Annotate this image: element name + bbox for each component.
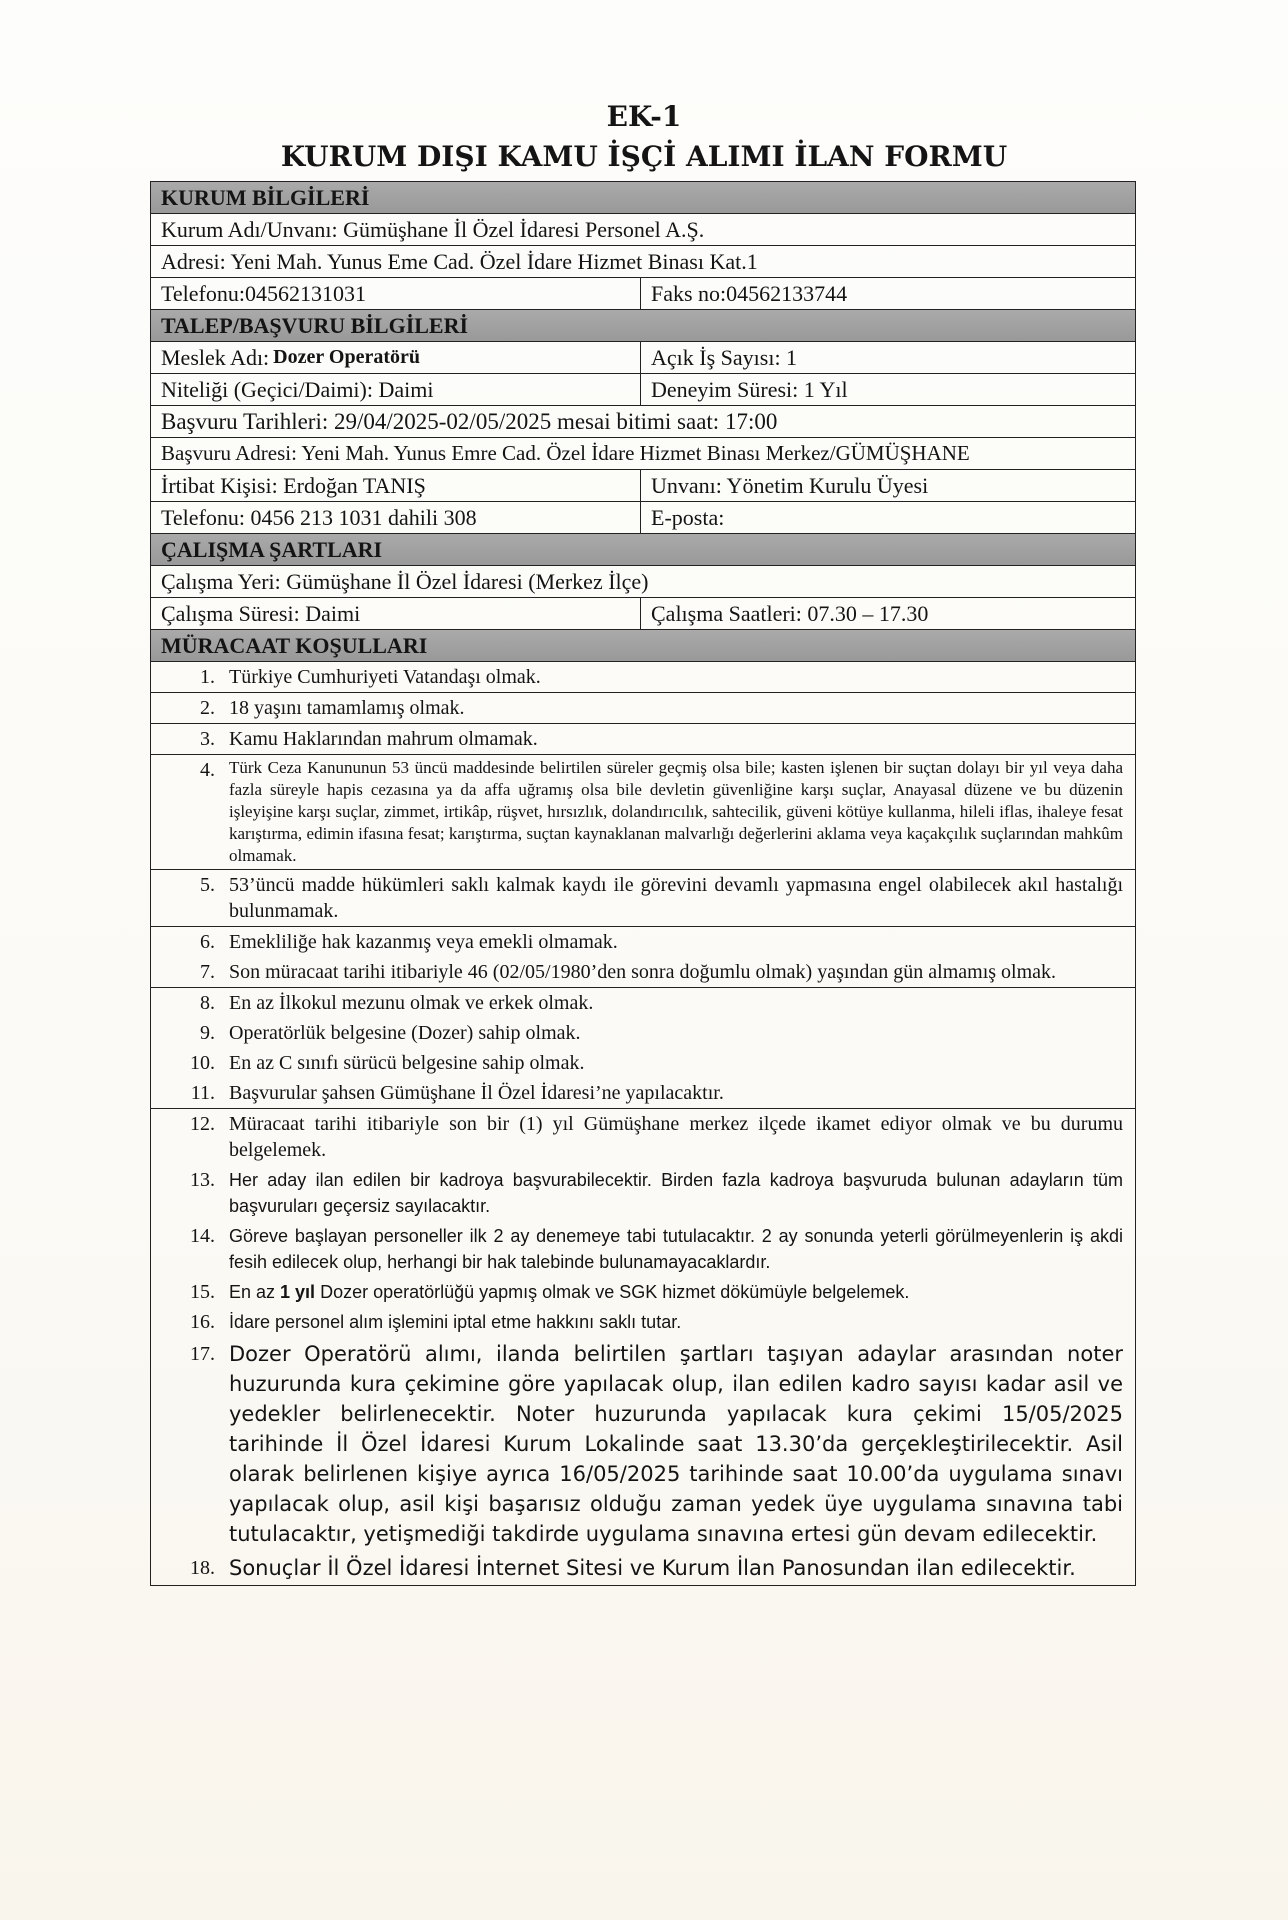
item-number: 7. <box>200 961 215 983</box>
meslek-value: Dozer Operatörü <box>273 346 420 368</box>
acik-is-sayisi: Açık İş Sayısı: 1 <box>651 344 798 370</box>
e-posta: E-posta: <box>651 504 725 530</box>
kurum-telefon-row <box>151 278 1135 310</box>
item-number: 17. <box>190 1343 215 1365</box>
item-number: 14. <box>190 1225 215 1247</box>
irtibat-row <box>151 470 1135 502</box>
irtibat-unvani: Unvanı: Yönetim Kurulu Üyesi <box>651 472 929 498</box>
item-number: 4. <box>200 759 215 781</box>
list-item <box>151 1018 1135 1048</box>
list-item <box>151 724 1135 755</box>
kurum-adi-row <box>151 214 1135 246</box>
item-text: Operatörlük belgesine (Dozer) sahip olmak. <box>229 1022 581 1044</box>
item-text: Müracaat tarihi itibariyle son bir (1) yıl Gümüşhane merkez ilçede ikamet ediyor olmak ve bu durumu belgelemek. <box>229 1113 1123 1161</box>
section-muracaat <box>151 630 1135 662</box>
list-item <box>151 755 1135 870</box>
basvuru-adres-row <box>151 438 1135 470</box>
meslek-adi <box>151 342 641 373</box>
item-text: Sonuçlar İl Özel İdaresi İnternet Sitesi ve Kurum İlan Panosundan ilan edilecektir. <box>229 1556 1076 1580</box>
list-item <box>151 693 1135 724</box>
nitelik-row <box>151 374 1135 406</box>
kurum-faks: Faks no:04562133744 <box>651 280 848 306</box>
section-title: TALEP/BAŞVURU BİLGİLERİ <box>161 312 469 338</box>
irtibat-telefon-row <box>151 502 1135 534</box>
item-number: 9. <box>200 1022 215 1044</box>
list-item <box>151 1277 1135 1307</box>
list-item <box>151 1551 1135 1585</box>
item-number: 12. <box>190 1113 215 1135</box>
section-title: KURUM BİLGİLERİ <box>161 184 370 210</box>
item-number: 18. <box>190 1557 215 1579</box>
item-text: En az İlkokul mezunu olmak ve erkek olmak. <box>229 992 594 1014</box>
item-text: Her aday ilan edilen bir kadroya başvurabilecektir. Birden fazla kadroya başvuruda bulunan adayların tüm başvuruları geçersiz sayılacaktır. <box>229 1170 1123 1216</box>
basvuru-tarihleri: Başvuru Tarihleri: 29/04/2025-02/05/2025 mesai bitimi saat: 17:00 <box>161 408 778 434</box>
section-talep <box>151 310 1135 342</box>
calisma-saatleri: Çalışma Saatleri: 07.30 – 17.30 <box>651 600 929 626</box>
item-number: 2. <box>200 697 215 719</box>
tarihler-row <box>151 406 1135 438</box>
kurum-telefon: Telefonu:04562131031 <box>151 278 641 309</box>
section-calisma <box>151 534 1135 566</box>
kurum-adi: Kurum Adı/Unvanı: Gümüşhane İl Özel İdaresi Personel A.Ş. <box>161 216 705 242</box>
calisma-suresi: Çalışma Süresi: Daimi <box>151 598 641 629</box>
item-number: 5. <box>200 874 215 896</box>
list-item <box>151 1337 1135 1551</box>
list-item <box>151 870 1135 927</box>
kurum-adres-row <box>151 246 1135 278</box>
section-title: MÜRACAAT KOŞULLARI <box>161 632 428 658</box>
item-text: En az C sınıfı sürücü belgesine sahip olmak. <box>229 1052 585 1074</box>
item-text: Emekliliğe hak kazanmış veya emekli olmamak. <box>229 931 618 953</box>
list-item <box>151 988 1135 1018</box>
meslek-row <box>151 342 1135 374</box>
list-item <box>151 1048 1135 1078</box>
item-text: 18 yaşını tamamlamış olmak. <box>229 697 465 719</box>
list-item <box>151 1078 1135 1109</box>
item-text-bold: 1 yıl <box>280 1282 316 1302</box>
item-text: İdare personel alım işlemini iptal etme hakkını saklı tutar. <box>229 1312 682 1332</box>
list-item <box>151 1109 1135 1165</box>
item-number: 3. <box>200 728 215 750</box>
list-item <box>151 927 1135 957</box>
list-item <box>151 662 1135 693</box>
list-item <box>151 957 1135 988</box>
item-number: 1. <box>200 666 215 688</box>
item-text-part: En az <box>229 1282 281 1302</box>
item-number: 6. <box>200 931 215 953</box>
item-text: Türkiye Cumhuriyeti Vatandaşı olmak. <box>229 666 541 688</box>
item-text: Türk Ceza Kanununun 53 üncü maddesinde belirtilen süreler geçmiş olsa bile; kasten işlenen bir suçtan dolayı bir yıl veya daha fazla süreyle hapis cezasına ya da affa uğramış olsa bile devletin güvenliğine karşı suçlar, Anayasal düzene ve bu düzenin işleyişine karşı suçlar, zimmet, irtikâp, rüşvet, hırsızlık, dolandırıcılık, sahtecilik, güveni kötüye kullanma, hileli iflas, ihaleye fesat karıştırma, edimin ifasına fesat; karıştırma, suçtan kaynaklanan malvarlığı değerlerini aklama veya kaçakçılık suçlarından mahkûm olmamak. <box>229 758 1123 865</box>
item-number: 10. <box>190 1052 215 1074</box>
section-kurum <box>151 182 1135 214</box>
item-text: Son müracaat tarihi itibariyle 46 (02/05/1980’den sonra doğumlu olmak) yaşından gün almamış olmak. <box>229 961 1057 983</box>
irtibat-kisisi: İrtibat Kişisi: Erdoğan TANIŞ <box>151 470 641 501</box>
list-item <box>151 1221 1135 1277</box>
item-text: Başvurular şahsen Gümüşhane İl Özel İdaresi’ne yapılacaktır. <box>229 1082 724 1104</box>
calisma-yeri-row <box>151 566 1135 598</box>
item-text: Kamu Haklarından mahrum olmamak. <box>229 728 538 750</box>
item-number: 8. <box>200 992 215 1014</box>
section-title: ÇALIŞMA ŞARTLARI <box>161 536 383 562</box>
list-item <box>151 1307 1135 1337</box>
item-number: 13. <box>190 1169 215 1191</box>
list-item <box>151 1165 1135 1221</box>
item-text-part: Dozer operatörlüğü yapmış olmak ve SGK hizmet dökümüyle belgelemek. <box>315 1282 910 1302</box>
item-text <box>225 1277 1135 1307</box>
annex-label: EK-1 <box>606 100 682 133</box>
item-number: 16. <box>190 1311 215 1333</box>
kurum-adres: Adresi: Yeni Mah. Yunus Eme Cad. Özel İdare Hizmet Binası Kat.1 <box>161 248 758 274</box>
item-text: Dozer Operatörü alımı, ilanda belirtilen şartları taşıyan adaylar arasından noter huzurunda kura çekimine göre yapılacak olup, ilan edilen kadro sayısı kadar asil ve yedekler belirlenecektir. Noter huzurunda yapılacak kura çekimi 15/05/2025 tarihinde İl Özel İdaresi Kurum Lokalinde saat 13.30’da gerçekleştirilecektir. Asil olarak belirlenen kişiye ayrıca 16/05/2025 tarihinde saat 10.00’da uygulama sınavı yapılacak olup, asil kişi başarısız olduğu zaman yedek üye uygulama sınavına tabi tutulacaktır, yetişmediği takdirde uygulama sınavına ertesi gün devam edilecektir. <box>229 1342 1123 1546</box>
item-number: 11. <box>190 1082 215 1104</box>
item-number: 15. <box>190 1281 215 1303</box>
basvuru-adresi: Başvuru Adresi: Yeni Mah. Yunus Emre Cad. Özel İdare Hizmet Binası Merkez/GÜMÜŞHANE <box>161 441 970 465</box>
irtibat-telefonu: Telefonu: 0456 213 1031 dahili 308 <box>151 502 641 533</box>
meslek-label: Meslek Adı: <box>161 344 270 370</box>
niteligi: Niteliği (Geçici/Daimi): Daimi <box>151 374 641 405</box>
announcement-form <box>150 181 1136 1586</box>
calisma-suresi-row <box>151 598 1135 630</box>
deneyim-suresi: Deneyim Süresi: 1 Yıl <box>651 376 848 402</box>
calisma-yeri: Çalışma Yeri: Gümüşhane İl Özel İdaresi (Merkez İlçe) <box>161 568 649 594</box>
item-text: Göreve başlayan personeller ilk 2 ay denemeye tabi tutulacaktır. 2 ay sonunda yeterli görülmeyenlerin iş akdi fesih edilecek olup, herhangi bir hak talebinde bulunamayacaklardır. <box>229 1226 1123 1272</box>
item-text: 53’üncü madde hükümleri saklı kalmak kaydı ile görevini devamlı yapmasına engel olabilecek akıl hastalığı bulunmamak. <box>229 874 1123 922</box>
form-title: KURUM DIŞI KAMU İŞÇİ ALIMI İLAN FORMU <box>280 140 1008 173</box>
